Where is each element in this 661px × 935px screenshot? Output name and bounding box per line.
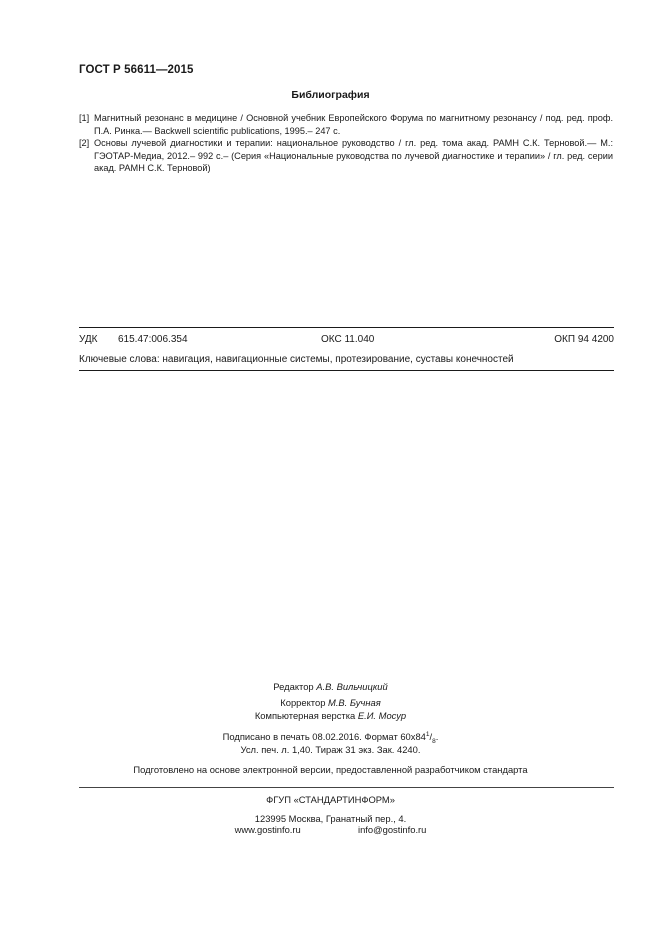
format-numerator: 1	[425, 730, 430, 738]
layout-line	[0, 710, 661, 723]
website-link[interactable]: www.gostinfo.ru	[234, 824, 301, 835]
contact-line	[0, 824, 661, 837]
okp-code: ОКП 94 4200	[554, 334, 614, 345]
format-end: .	[435, 731, 439, 742]
email-link[interactable]: info@gostinfo.ru	[357, 824, 427, 835]
print-stats: Усл. печ. л. 1,40. Тираж 31 экз. Зак. 4240.	[240, 744, 421, 755]
signed-line: Подписано в печать 08.02.2016. Формат $60x84^1/_8$.	[222, 730, 439, 745]
divider-top	[79, 327, 614, 328]
classification-row	[79, 334, 614, 348]
udk-value: 615.47:006.354	[118, 334, 188, 345]
layout-label: Компьютерная верстка	[254, 710, 356, 721]
bibliography-item	[79, 137, 613, 175]
prepared-note: Подготовлено на основе электронной версии, предоставленной разработчиком стандарта	[133, 764, 528, 775]
editor-name: А.В. Вильчицкий	[316, 681, 388, 692]
oks-code: ОКС 11.040	[321, 334, 375, 345]
standard-number: ГОСТ Р 56611—2015	[79, 64, 194, 76]
reference-text: Магнитный резонанс в медицине / Основной учебник Европейского Форума по магнитному резонансу / под. ред. проф. П.А. Ринка.— Backwell scientific publications, 1995.– 247 с.	[94, 113, 613, 136]
editor-line	[0, 681, 661, 694]
signed-text: Подписано в печать 08.02.2016. Формат 60x84	[222, 731, 426, 742]
corrector-line	[0, 697, 661, 710]
editor-label: Редактор	[273, 681, 314, 692]
bibliography-title: Библиография	[291, 89, 370, 101]
bibliography-item	[79, 112, 613, 137]
corrector-label: Корректор	[280, 697, 326, 708]
corrector-name: М.В. Бучная	[328, 697, 381, 708]
udk-label: УДК	[79, 334, 98, 345]
reference-number: [2]	[79, 138, 90, 148]
bibliography-list	[79, 112, 613, 175]
publisher: ФГУП «СТАНДАРТИНФОРМ»	[266, 794, 395, 805]
divider-bottom	[79, 370, 614, 371]
reference-text: Основы лучевой диагностики и терапии: национальное руководство / гл. ред. тома акад. РАМН С.К. Терновой.— М.: ГЭОТАР-Медиа, 2012.– 992 с.– (Серия «Национальные руководства по лучевой диагностике и терапии» / гл. ред. серии акад. РАМН С.К. Терновой)	[94, 138, 613, 173]
reference-number: [1]	[79, 113, 90, 123]
publisher-address: 123995 Москва, Гранатный пер., 4.	[254, 813, 407, 824]
format-denominator: 8	[432, 737, 436, 745]
divider-imprint	[79, 787, 614, 788]
keywords: Ключевые слова: навигация, навигационные системы, протезирование, суставы конечностей	[79, 354, 514, 365]
layout-name: Е.И. Мосур	[357, 710, 407, 721]
